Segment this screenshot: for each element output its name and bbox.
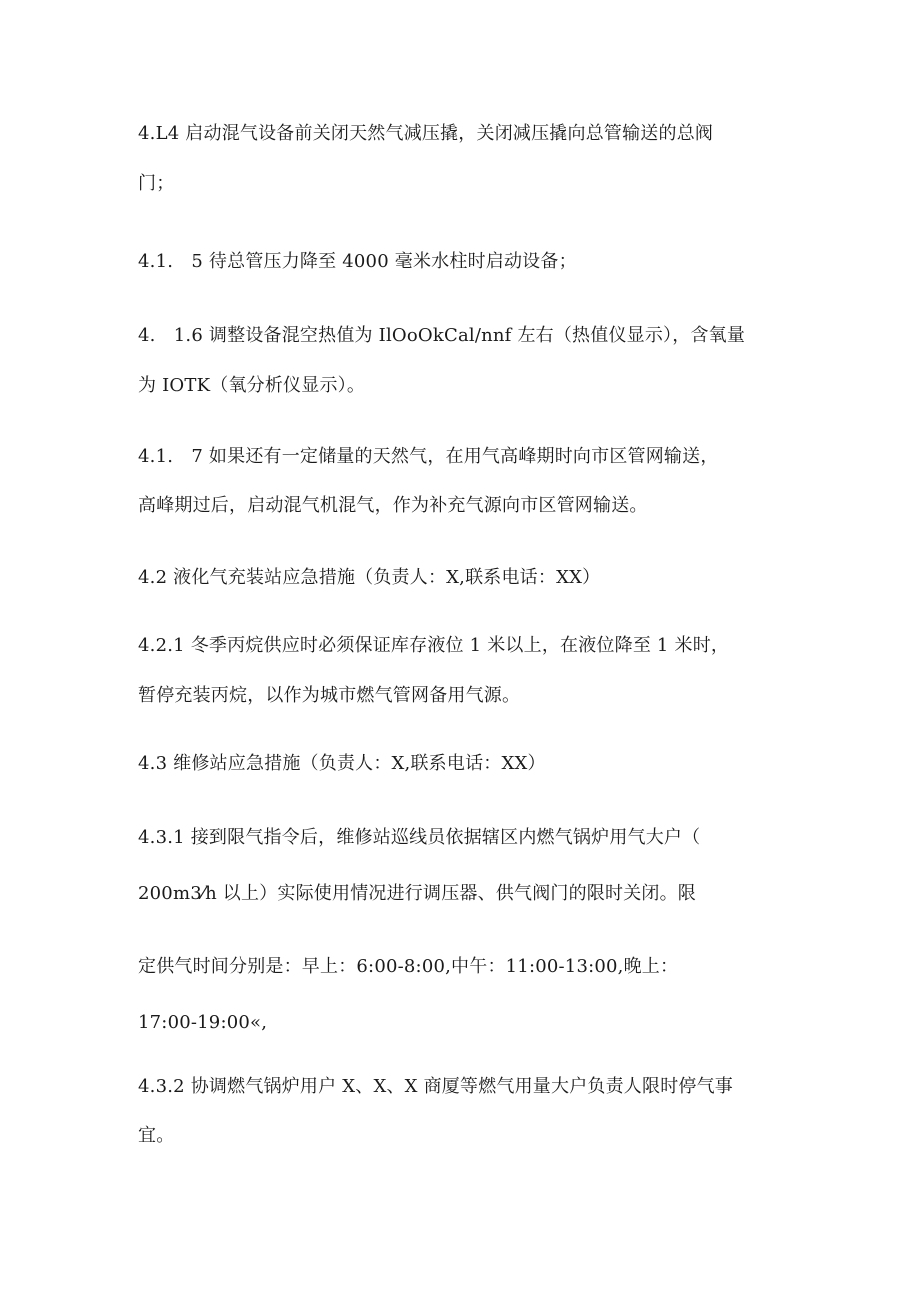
text-line: 为 IOTK（氧分析仪显示）。 — [138, 375, 366, 396]
text-line: 200m3⁄h 以上）实际使用情况进行调压器、供气阀门的限时关闭。限 — [138, 883, 696, 904]
section-heading: 4.2 液化气充装站应急措施（负责人：X,联系电话：XX） — [138, 567, 601, 588]
text-line: 4.3.2 协调燃气锅炉用户 X、X、X 商厦等燃气用量大户负责人限时停气事 — [138, 1076, 734, 1097]
text-line: 宜。 — [138, 1125, 175, 1146]
text-line: 4.1. 5 待总管压力降至 4000 毫米水柱时启动设备； — [138, 251, 577, 272]
text-line: 4. 1.6 调整设备混空热值为 IlOoOkCal/nnf 左右（热值仪显示），含氧量 — [138, 325, 746, 346]
text-line: 暂停充装丙烷，以作为城市燃气管网备用气源。 — [138, 685, 521, 706]
section-heading: 4.3 维修站应急措施（负责人：X,联系电话：XX） — [138, 753, 546, 774]
text-line: 4.L4 启动混气设备前关闭天然气减压撬，关闭减压撬向总管输送的总阀 — [138, 123, 714, 144]
text-line: 4.1. 7 如果还有一定储量的天然气，在用气高峰期时向市区管网输送， — [138, 446, 719, 467]
text-line: 17:00-19:00«, — [138, 1012, 268, 1033]
text-line: 门； — [138, 173, 175, 194]
text-line: 4.3.1 接到限气指令后，维修站巡线员依据辖区内燃气锅炉用气大户（ — [138, 827, 701, 848]
text-line: 高峰期过后，启动混气机混气，作为补充气源向市区管网输送。 — [138, 495, 648, 516]
text-line: 4.2.1 冬季丙烷供应时必须保证库存液位 1 米以上，在液位降至 1 米时， — [138, 635, 730, 656]
text-line: 定供气时间分别是：早上：6:00-8:00,中午：11:00-13:00,晚上： — [138, 956, 679, 977]
